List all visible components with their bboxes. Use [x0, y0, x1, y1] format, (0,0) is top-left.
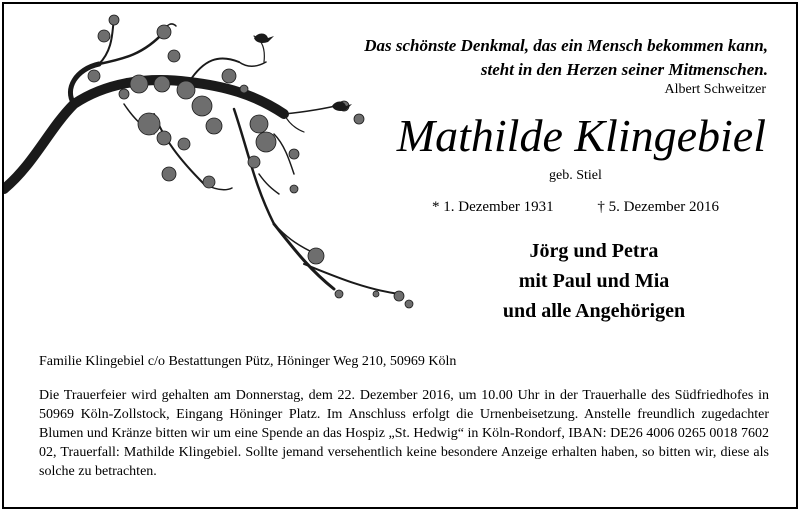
quote-line-1: Das schönste Denkmal, das ein Mensch bekommen kann,: [364, 36, 768, 55]
survivor-line: Jörg und Petra: [529, 240, 659, 262]
death-date: † 5. Dezember 2016: [597, 199, 720, 215]
funeral-notice: Die Trauerfeier wird gehalten am Donnerstag, dem 22. Dezember 2016, um 10.00 Uhr in der Trauerhalle des Südfriedhofes in 50969 Köln-Zollstock, Eingang Höninger Platz. Im Anschluss erfolgt die Urnenbeisetzung. Anstelle freundlich zugedachter Blumen und Kränze bitten wir um eine Spende an das Hospiz „St. Hedwig“ in Köln-Rondorf, IBAN: DE26 4006 0265 0018 7602 02, Trauerfall: Mathilde Klingebiel. Sollte jemand versehentlich keine besondere Anzeige erhalten haben, so bitten wir, diese als solche zu betrachten.: [39, 388, 769, 479]
quote-author: Albert Schweitzer: [664, 82, 766, 97]
birth-name: geb. Stiel: [549, 168, 602, 183]
memorial-quote: [298, 34, 768, 82]
obituary-card: [2, 2, 798, 509]
deceased-name: Mathilde Klingebiel: [396, 110, 766, 161]
quote-line-2: steht in den Herzen seiner Mitmenschen.: [480, 60, 768, 79]
family-address: Familie Klingebiel c/o Bestattungen Pütz, Höninger Weg 210, 50969 Köln: [39, 354, 457, 369]
survivor-line: und alle Angehörigen: [502, 300, 686, 322]
survivor-line: mit Paul und Mia: [518, 270, 670, 292]
survivors: [404, 236, 784, 326]
birth-date: * 1. Dezember 1931: [432, 199, 554, 215]
life-dates: [432, 199, 719, 216]
